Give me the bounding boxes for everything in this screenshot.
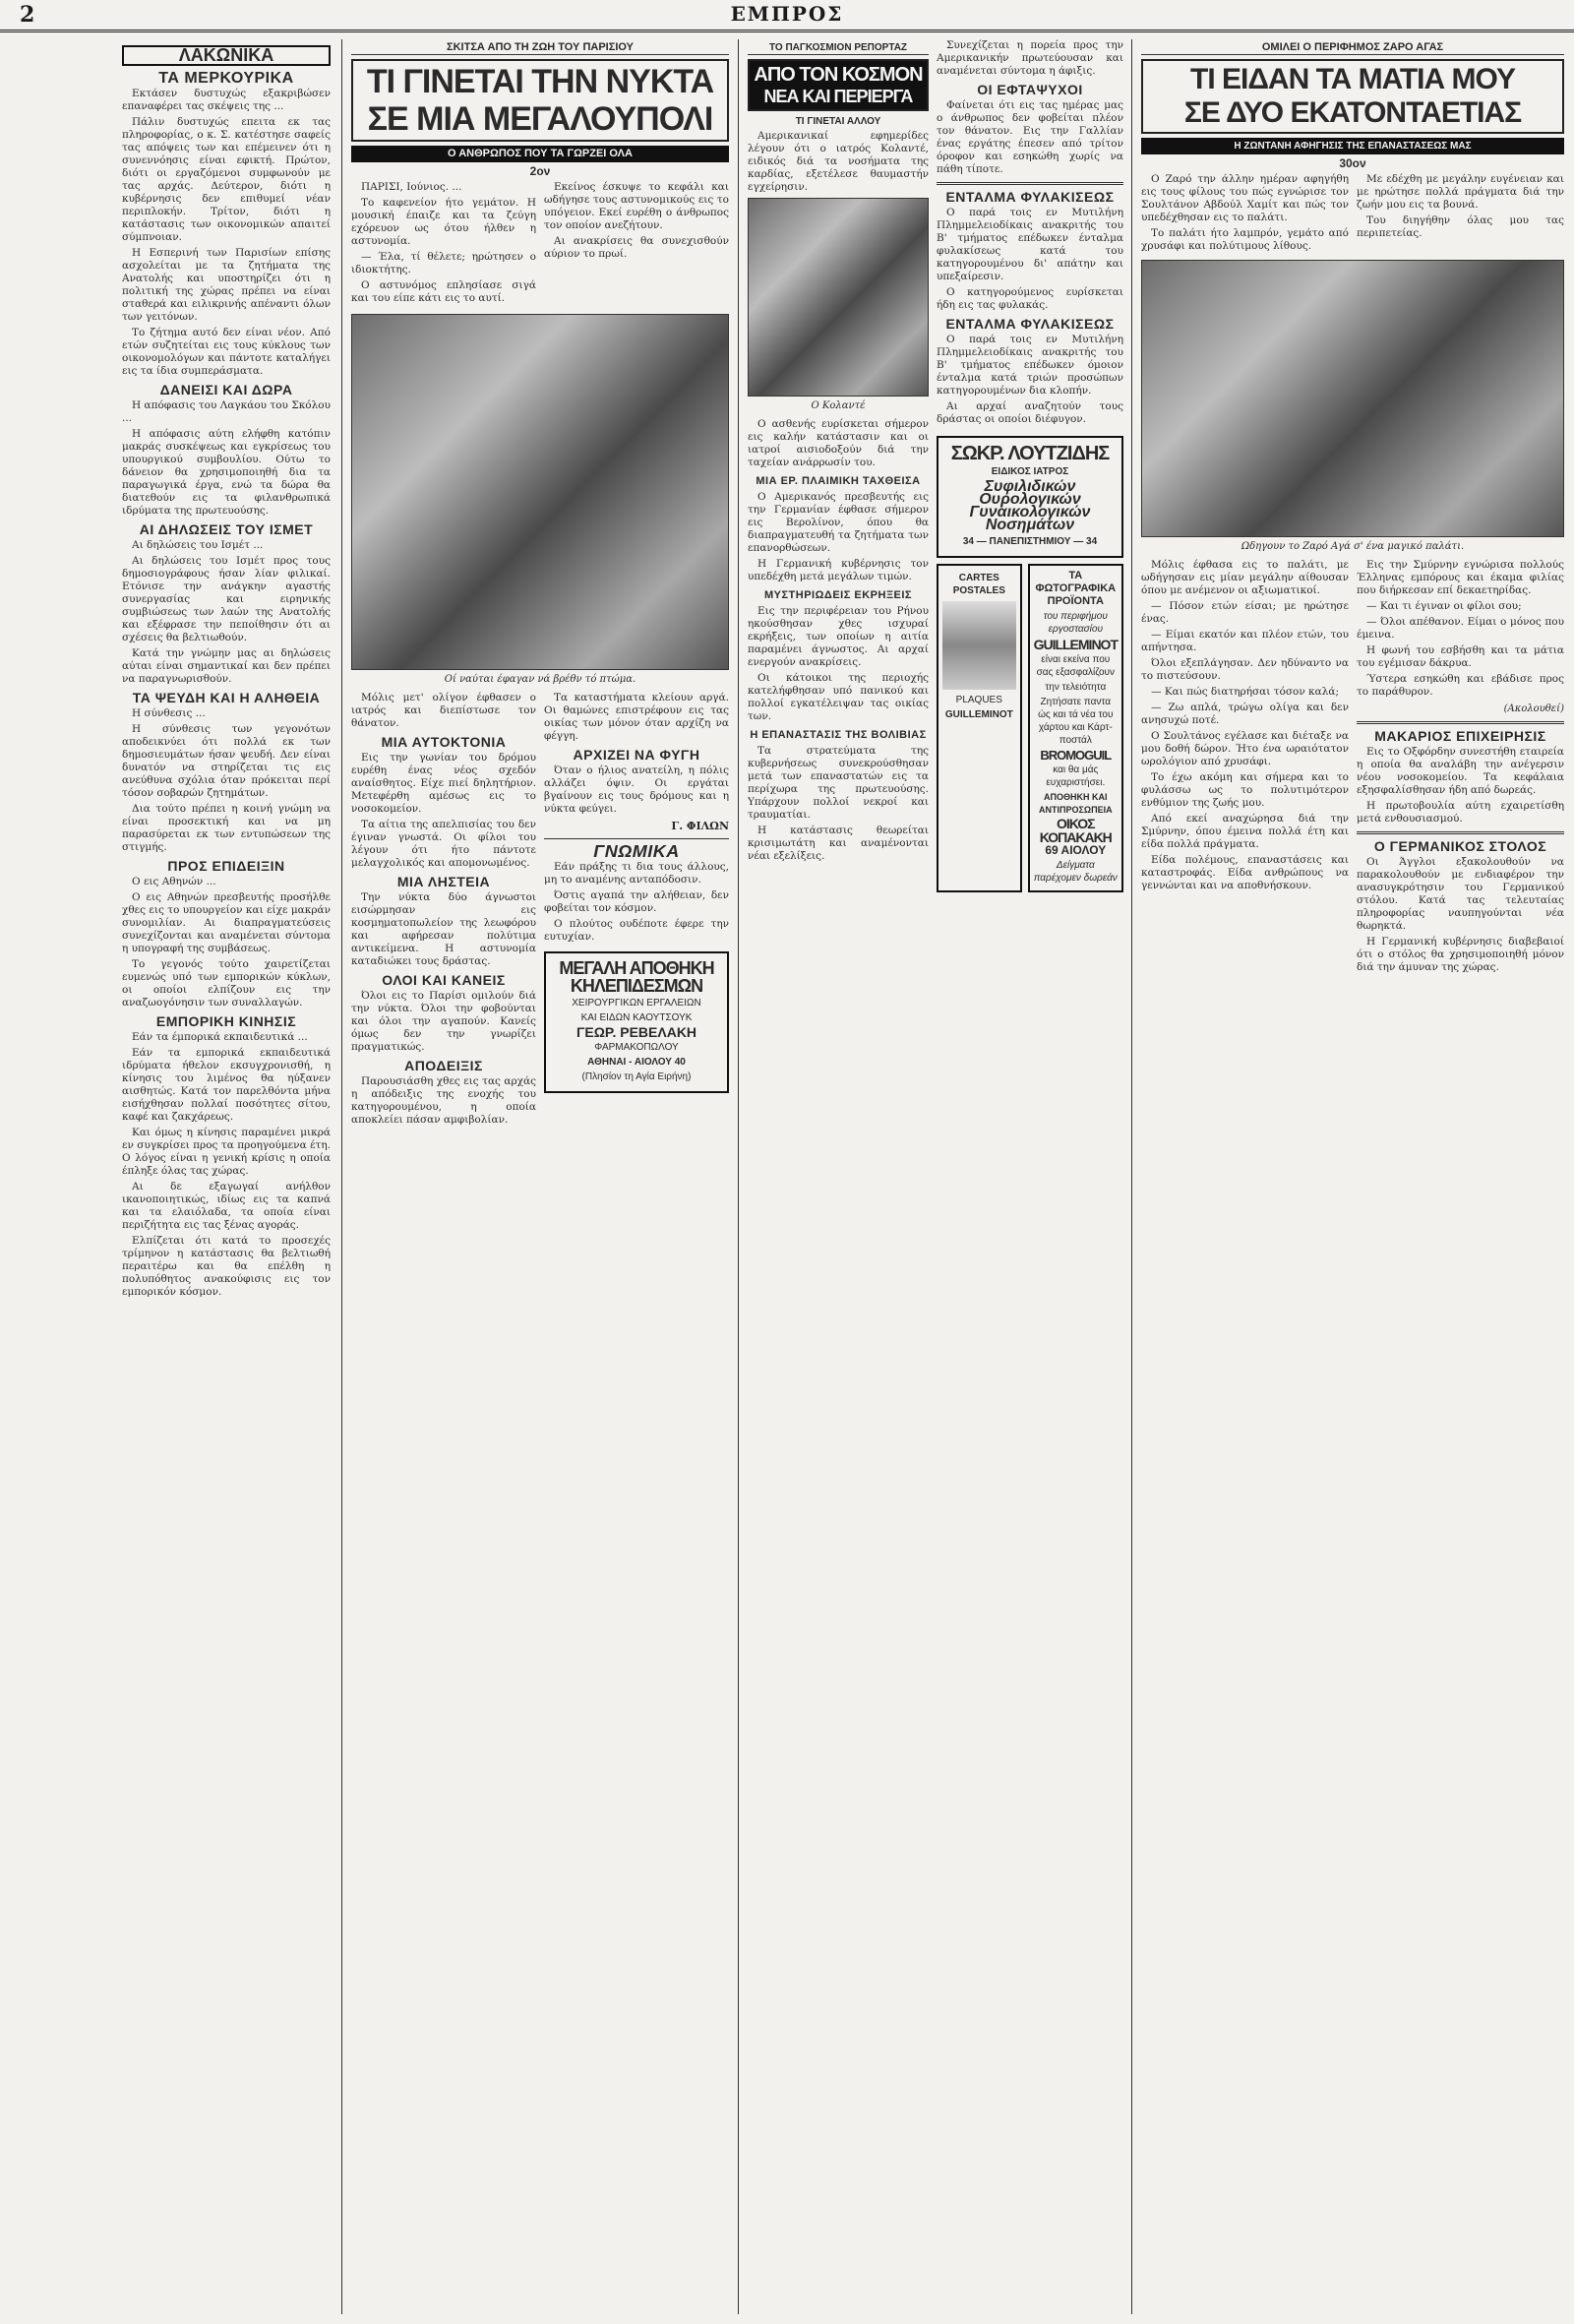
article-headline: ΣΕ ΔΥΟ ΕΚΑΤΟΝΤΑΕΤΙΑΣ <box>1183 96 1522 129</box>
ad-line: την τελειότητα <box>1045 682 1107 693</box>
photo-caption: Ωδηγουν το Ζαρό Αγά σ' ένα μαγικό παλάτι. <box>1241 541 1465 552</box>
page-number: 2 <box>20 2 35 28</box>
to-be-continued: (Ακολουθεί) <box>1503 703 1564 714</box>
palace-photo <box>1141 260 1564 537</box>
photo-caption: Ο Κολαντέ <box>811 400 866 411</box>
article-subhead: ΜΙΑ ΑΥΤΟΚΤΟΝΙΑ <box>381 734 507 750</box>
article-body: Εάν τα έμπορικά εκπαιδευτικά ... <box>132 1031 308 1043</box>
column-rule <box>341 39 342 2314</box>
article-body: Η σύνθεσις ... <box>132 707 206 719</box>
photo-caption: Οί ναύται έφαγαν νά βρέθν τό πτώμα. <box>444 674 636 685</box>
article-subhead: Η ΖΩΝΤΑΝΗ ΑΦΗΓΗΣΙΣ ΤΗΣ ΕΠΑΝΑΣΤΑΣΕΩΣ ΜΑΣ <box>1141 138 1564 154</box>
column-paris: ΣΚΙΤΣΑ ΑΠΟ ΤΗ ΖΩΗ ΤΟΥ ΠΑΡΙΣΙΟΥ ΤΙ ΓΙΝΕΤΑΙ ΤΗΝ ΝΥΚΤΑ ΣΕ ΜΙΑ ΜΕΓΑΛΟΥΠΟΛΙ Ο ΑΝΘΡΩΠΟΣ ΠΟΥ ΤΑ ΓΩΡΖΕΙ ΟΛΑ 2ον ΠΑΡΙΣΙ, Ιούνιος. ... Το καφενείον ήτο γεμάτον. Η μουσική έπαιζε και τα ζεύγη εχόρευον ως ότου ήλθεν η αστυνομία. — Έλα, τί θέλετε; ηρώτησεν ο ιδιοκτήτης. Ο αστυνόμος επλησίασε σιγά και του είπε κάτι εις το αυτί. Εκείνος έσκυψε το κεφάλι και ωδήγησε τους αστυνομικούς εις το υπόγειον. Εκεί ευρέθη ο άνθρωπος τον οποίον ανεζήτουν. Αι ανακρίσεις θα συνεχισθούν αύριον το πρωί. Οί ναύται έφαγαν νά βρέθν τό πτώμα. Μόλις μετ' ολίγον έφθασεν ο ιατρός και διεπίστωσε τον θάνατον. ΜΙΑ ΑΥΤΟΚΤΟΝΙΑ Εις την γωνίαν του δρόμου ευρέθη ένας νέος σχεδόν αναίσθητος. Είχε πιεί δηλητήριον. Μετεφέρθη αμέσως εις το νοσοκομείον. Τα αίτια της απελπισίας του δεν έγιναν γνωστά. Οι φίλοι του λέγουν ότι ήτο πάντοτε μελαγχολικός και απομονωμένος. ΜΙΑ ΛΗΣΤΕΙΑ Την νύκτα δύο άγνωστοι εισώρμησαν εις κοσμηματοπωλείον της λεωφόρου και αφήρεσαν πολύτιμα αντικείμενα. Η αστυνομία καταδιώκει τους δράστας. ΟΛΟΙ ΚΑΙ ΚΑΝΕΙΣ Όλοι εις το Παρίσι ομιλούν διά την νύκτα. Όλοι την φοβούνται και όλοι την αγαπούν. Κανείς όμως δεν την γνωρίζει πραγματικώς. ΑΠΟΔΕΙΞΙΣ Παρουσιάσθη χθες εις τας αρχάς η απόδειξις της ενοχής του κατηγορουμένου, η οποία αποκλείει πάσαν αμφιβολίαν. Τα καταστήματα κλείουν αργά. Οι θαμώνες επιστρέφουν εις τας οικίας των μόνον όταν αρχίζη να φέγγη. ΑΡΧΙΖΕΙ ΝΑ ΦΥΓΗ Όταν ο ήλιος ανατείλη, η πόλις αλλάζει όψιν. Οι εργάται βγαίνουν εις τους δρόμους και η νύκτα φεύγει. Γ. ΦΙΛΩΝ ΓΝΩΜΙΚΑ Εάν πράξης τι δια τους άλλους, μη το αναμένης ανταπόδοσιν. Όστις αγαπά την αλήθειαν, δεν φοβείται τον κόσμον. Ο πλούτος ουδέποτε έφερε την ευτυχίαν. ΜΕΓΑΛΗ ΑΠΟΘΗΚΗ ΚΗΛΕΠΙΔΕΣΜΩΝ ΧΕΙΡΟΥΡΓΙΚΩΝ ΕΡΓΑΛΕΙΩΝ ΚΑΙ ΕΙΔΩΝ ΚΑΟΥΤΣΟΥΚ ΓΕΩΡ. ΡΕΒΕΛΑΚΗ ΦΑΡΜΑΚΟΠΩΛΟΥ ΑΘΗΝΑΙ - ΑΙΟΛΟΥ 40 (Πλησίον τη Αγία Ειρήνη) <box>351 41 729 1126</box>
column-rule <box>1131 39 1132 2314</box>
headline-banner <box>351 59 729 142</box>
ad-trade: ΦΑΡΜΑΚΟΠΩΛΟΥ <box>594 1042 679 1053</box>
article-subhead: ΕΝΤΑΛΜΑ ΦΥΛΑΚΙΣΕΩΣ <box>945 189 1115 205</box>
article-subhead: Η ΕΠΑΝΑΣΤΑΣΙΣ ΤΗΣ ΒΟΛΙΒΙΑΣ <box>750 729 927 741</box>
article-subhead: ΤΙ ΓΙΝΕΤΑΙ ΑΛΛΟΥ <box>795 116 881 127</box>
cartes-postales-ad <box>937 564 1022 892</box>
article-body: Εκτάσεν δυστυχώς εξακριβώσεν επαναφέρει τας σκέψεις της ... <box>122 88 331 112</box>
column-misc: Συνεχίζεται η πορεία προς την Αμερικανικήν πρωτεύουσαν και αναμένεται σύντομα η άφιξις. ΟΙ ΕΦΤΑΨΥΧΟΙ Φαίνεται ότι εις τας ημέρας μας ο άνθρωπος δεν φοβείται πλέον τον θάνατον. Εις την Γαλλίαν ένας εργάτης έπεσεν από τρίτον όροφον και εσηκώθη χωρίς να πάθη τίποτε. ΕΝΤΑΛΜΑ ΦΥΛΑΚΙΣΕΩΣ Ο παρά τοις εν Μυτιλήνη Πλημμελειοδίκαις ανακριτής του Β' τμήματος επέδωκεν ένταλμα φυλακίσεως κατά του κατηγορουμένου δι' απάτην και υπεξαίρεσιν. Ο κατηγορούμενος ευρίσκεται ήδη εις τας φυλακάς. ΕΝΤΑΛΜΑ ΦΥΛΑΚΙΣΕΩΣ Ο παρά τοις εν Μυτιλήνη Πλημμελειοδίκαις ανακριτής του Β' τμήματος επέδωκεν όμοιον ένταλμα κατά τριών προσώπων κατηγορουμένων δια κλοπήν. Αι αρχαί αναζητούν τους δράστας οι οποίοι διέφυγον. ΣΩΚΡ. ΛΟΥΤΖΙΔΗΣ ΕΙΔΙΚΟΣ ΙΑΤΡΟΣ Συφιλιδικών Ουρολογικών Γυναικολογικών Νοσημάτων 34 — ΠΑΝΕΠΙΣΤΗΜΙΟΥ — 34 CARTES POSTALES PLAQUES GUILLEMINOT ΤΑ ΦΩΤΟΓΡΑΦΙΚΑ ΠΡΟΪΟΝΤΑ του περιφήμου εργοστασίου GUILLEMINOT είναι εκείνα που σας εξασφαλίζουν την τελειότητα Ζητήσατε παντα ώς και τά νέα του χάρτου και Κάρτ-ποστάλ BROMOGUIL και θα μάς ευχαριστήσει. ΑΠΟΘΗΚΗ ΚΑΙ ΑΝΤΙΠΡΟΣΩΠΕΙΑ ΟΙΚΟΣ ΚΟΠΑΚΑΚΗ 69 ΑΙΟΛΟΥ Δείγματα παρέχομεν δωρεάν <box>937 39 1123 2314</box>
article-body: Αι δηλώσεις του Ισμέτ ... <box>132 539 264 551</box>
article-kicker: ΣΚΙΤΣΑ ΑΠΟ ΤΗ ΖΩΗ ΤΟΥ ΠΑΡΙΣΙΟΥ <box>351 41 729 55</box>
ad-specialty: Ουρολογικών <box>979 491 1081 508</box>
ad-title: ΜΕΓΑΛΗ ΑΠΟΘΗΚΗ <box>559 958 714 978</box>
article-byline: Ο ΑΝΘΡΩΠΟΣ ΠΟΥ ΤΑ ΓΩΡΖΕΙ ΟΛΑ <box>351 146 729 162</box>
ad-specialty: Συφιλιδικών <box>984 478 1076 495</box>
article-subhead: ΜΥΣΤΗΡΙΩΔΕΙΣ ΕΚΡΗΞΕΙΣ <box>763 589 913 601</box>
ad-line: είναι εκείνα που σας εξασφαλίζουν <box>1036 654 1115 678</box>
doctor-ad <box>937 436 1123 558</box>
portrait-photo <box>748 198 929 397</box>
article-headline: ΤΑ ΨΕΥΔΗ ΚΑΙ Η ΑΛΗΘΕΙΑ <box>132 690 321 705</box>
article-lead: ΠΑΡΙΣΙ, Ιούνιος. ... <box>361 181 462 193</box>
ad-title: ΤΑ ΦΩΤΟΓΡΑΦΙΚΑ ΠΡΟΪΟΝΤΑ <box>1035 570 1117 607</box>
article-headline: ΤΙ ΓΙΝΕΤΑΙ ΤΗΝ ΝΥΚΤΑ <box>366 63 714 100</box>
article-subhead: ΑΠΟΔΕΙΞΙΣ <box>404 1058 483 1073</box>
article-signature: Γ. ΦΙΛΩΝ <box>671 820 729 832</box>
ad-specialty: Νοσημάτων <box>985 517 1075 533</box>
article-body: Ο εις Αθηνών ... <box>132 876 216 887</box>
photo-products-ad <box>1028 564 1123 892</box>
article-headline: ΠΡΟΣ ΕΠΙΔΕΙΞΙΝ <box>167 858 285 874</box>
ad-side: PLAQUES <box>955 695 1002 705</box>
ad-store: ΟΙΚΟΣ ΚΟΠΑΚΑΚΗ <box>1039 816 1112 845</box>
headline-banner <box>748 59 929 111</box>
article-kicker: ΟΜΙΛΕΙ Ο ΠΕΡΙΦΗΜΟΣ ΖΑΡΟ ΑΓΑΣ <box>1141 41 1564 55</box>
ad-line: Ζητήσατε παντα ώς και τά νέα του χάρτου και Κάρτ-ποστάλ <box>1038 697 1114 746</box>
masthead <box>0 0 1574 32</box>
ad-line: και θα μάς ευχαριστήσει. <box>1046 764 1106 788</box>
article-subhead: Ο ΓΕΡΜΑΝΙΚΟΣ ΣΤΟΛΟΣ <box>1373 838 1547 854</box>
ad-note: (Πλησίον τη Αγία Ειρήνη) <box>581 1071 692 1082</box>
article-headline: ΔΑΝΕΙΣΙ ΚΑΙ ΔΩΡΑ <box>159 382 293 398</box>
ad-name: ΣΩΚΡ. ΛΟΥΤΖΙΔΗΣ <box>950 443 1110 464</box>
article-subhead: ΑΡΧΙΖΕΙ ΝΑ ΦΥΓΗ <box>573 747 700 763</box>
article-headline: ΕΜΠΟΡΙΚΗ ΚΙΝΗΣΙΣ <box>155 1013 297 1029</box>
pharmacy-ad <box>544 951 729 1093</box>
ad-title: CARTES POSTALES <box>952 573 1005 596</box>
article-part: 2ον <box>529 164 551 178</box>
article-headline: ΑΠΟ ΤΟΝ ΚΟΣΜΟΝ <box>754 64 923 86</box>
ad-address: 34 — ΠΑΝΕΠΙΣΤΗΜΙΟΥ — 34 <box>962 536 1098 547</box>
ad-note: Δείγματα παρέχομεν δωρεάν <box>1033 860 1118 884</box>
article-kicker: ΤΟ ΠΑΓΚΟΣΜΙΟΝ ΡΕΠΟΡΤΑΖ <box>748 41 929 55</box>
column-zaro-aga: ΟΜΙΛΕΙ Ο ΠΕΡΙΦΗΜΟΣ ΖΑΡΟ ΑΓΑΣ ΤΙ ΕΙΔΑΝ ΤΑ ΜΑΤΙΑ ΜΟΥ ΣΕ ΔΥΟ ΕΚΑΤΟΝΤΑΕΤΙΑΣ Η ΖΩΝΤΑΝΗ ΑΦΗΓΗΣΙΣ ΤΗΣ ΕΠΑΝΑΣΤΑΣΕΩΣ ΜΑΣ 30ον Ο Ζαρό την άλλην ημέραν αφηγήθη εις τους φίλους του πώς εγνώρισε τον Σουλτάνον Αβδούλ Χαμίτ και πώς τον υπεδέχθησαν εις το παλάτι. Το παλάτι ήτο λαμπρόν, γεμάτο από χρυσάφι και πολύτιμους λίθους. Με εδέχθη με μεγάλην ευγένειαν και με ηρώτησε πολλά πράγματα διά την ζωήν μου εις τα βουνά. Του διηγήθην όλας μου τας περιπετείας. Ωδηγουν το Ζαρό Αγά σ' ένα μαγικό παλάτι. Μόλις έφθασα εις το παλάτι, με ωδήγησαν εις μίαν μεγάλην αίθουσαν όπου με ανέμενον οι αξιωματικοί. — Πόσον ετών είσαι; με ηρώτησε ένας. — Είμαι εκατόν και πλέον ετών, του απήντησα. Όλοι εξεπλάγησαν. Δεν ηδύναντο να το πιστεύσουν. — Και πώς διατηρήσαι τόσον καλά; — Ζω απλά, τρώγω ολίγα και δεν ανησυχώ ποτέ. Ο Σουλτάνος εγέλασε και διέταξε να μου δοθή δώρον. Ήτο ένα ωραιότατον ωρολόγιον από χρυσάφι. Το έχω ακόμη και σήμερα και το φυλάσσω ως το πολυτιμότερον ενθύμιον της ζωής μου. Από εκεί αναχώρησα διά την Σμύρνην, όπου έμεινα πολλά έτη και είδα πολλά πράγματα. Είδα πολέμους, επαναστάσεις και καταστροφάς. Είδα ανθρώπους να γεννώνται και να αποθνήσκουν. Εις την Σμύρνην εγνώρισα πολλούς Έλληνας εμπόρους και έκαμα φιλίας που διήρκεσαν επί δεκαετηρίδας. — Και τι έγιναν οι φίλοι σου; — Όλοι απέθανον. Είμαι ο μόνος που έμεινα. Η φωνή του εσβήσθη και τα μάτια του εγέμισαν δάκρυα. Ύστερα εσηκώθη και εβάδισε προς το παράθυρον. (Ακολουθεί) ΜΑΚΑΡΙΟΣ ΕΠΙΧΕΙΡΗΣΙΣ Εις το Οξφόρδην συνεστήθη εταιρεία η οποία θα αναλάβη την ανέγερσιν νέου νοσοκομείου. Τα κεφάλαια εξησφαλίσθησαν ήδη από δωρεάς. Η πρωτοβουλία αύτη εχαιρετίσθη μετά ενθουσιασμού. Ο ΓΕΡΜΑΝΙΚΟΣ ΣΤΟΛΟΣ Οι Άγγλοι εξακολουθούν να παρακολουθούν με ενδιαφέρον την ανασυγκρότησιν του Γερμανικού στόλου. Κατά τας τελευταίας πληροφορίας ναυπηγούνται νέα θωρηκτά. Η Γερμανική κυβέρνησις διαβεβαιοί ότι ο στόλος θα χρησιμοποιηθή μόνον διά την άμυναν της χώρας. <box>1141 41 1564 973</box>
ad-line: ΧΕΙΡΟΥΡΓΙΚΩΝ ΕΡΓΑΛΕΙΩΝ <box>572 998 701 1009</box>
article-part: 30ον <box>1339 156 1366 170</box>
ad-brand: GUILLEMINOT <box>1033 637 1118 652</box>
ad-title: ΚΗΛΕΠΙΔΕΣΜΩΝ <box>570 976 703 996</box>
article-headline: ΑΙ ΔΗΛΩΣΕΙΣ ΤΟΥ ΙΣΜΕΤ <box>139 521 314 537</box>
ad-brand: GUILLEMINOT <box>944 709 1013 720</box>
column-world-news: ΤΟ ΠΑΓΚΟΣΜΙΟΝ ΡΕΠΟΡΤΑΖ ΑΠΟ ΤΟΝ ΚΟΣΜΟΝ ΝΕΑ ΚΑΙ ΠΕΡΙΕΡΓΑ ΤΙ ΓΙΝΕΤΑΙ ΑΛΛΟΥ Αμερικανικαί εφημερίδες λέγουν ότι ο ιατρός Κολαντέ, ειδικός διά τα νοσήματα της καρδίας, εξετέλεσε θαυμαστήν εγχείρησιν. Ο Κολαντέ Ο ασθενής ευρίσκεται σήμερον εις καλήν κατάστασιν και οι ιατροί αισιοδοξούν διά την ταχείαν ανάρρωσίν του. ΜΙΑ ΕΡ. ΠΛΑΙΜΙΚΗ ΤΑΧΘΕΙΣΑ Ο Αμερικανός πρεσβευτής εις την Γερμανίαν έφθασε σήμερον εις Βερολίνον, όπου θα διαπραγματευθή τα ζητήματα των επανορθώσεων. Η Γερμανική κυβέρνησις τον υπεδέχθη μετά μεγάλων τιμών. ΜΥΣΤΗΡΙΩΔΕΙΣ ΕΚΡΗΞΕΙΣ Εις την περιφέρειαν του Ρήνου ηκούσθησαν χθες ισχυραί εκρήξεις, των οποίων η αιτία παραμένει άγνωστος. Αι αρχαί ενεργούν ανακρίσεις. Οι κάτοικοι της περιοχής κατελήφθησαν υπό πανικού και πολλοί εγκατέλειψαν τας οικίας των. Η ΕΠΑΝΑΣΤΑΣΙΣ ΤΗΣ ΒΟΛΙΒΙΑΣ Τα στρατεύματα της κυβερνήσεως συνεκρούσθησαν μετά των επαναστατών εις τα περίχωρα της πρωτευούσης. Υπάρχουν πολλοί νεκροί και τραυματίαι. Η κατάστασις θεωρείται κρισιμωτάτη και αναμένονται νέαι εξελίξεις. <box>748 42 929 862</box>
ad-address: ΑΘΗΝΑΙ - ΑΙΟΛΟΥ 40 <box>587 1057 686 1068</box>
section-tag: ΛΑΚΩΝΙΚΑ <box>122 45 331 66</box>
ad-product: BROMOGUIL <box>1040 748 1112 763</box>
article-subhead: ΜΑΚΑΡΙΟΣ ΕΠΙΧΕΙΡΗΣΙΣ <box>1374 728 1546 744</box>
ad-store: ΑΠΟΘΗΚΗ ΚΑΙ ΑΝΤΙΠΡΟΣΩΠΕΙΑ <box>1038 792 1113 815</box>
article-subhead: ΜΙΑ ΕΡ. ΠΛΑΙΜΙΚΗ ΤΑΧΘΕΙΣΑ <box>756 475 921 487</box>
herald-illustration <box>942 601 1016 690</box>
ad-address: 69 ΑΙΟΛΟΥ <box>1045 843 1107 857</box>
article-headline: ΣΕ ΜΙΑ ΜΕΓΑΛΟΥΠΟΛΙ <box>367 100 713 138</box>
newspaper-title: ΕΜΠΡΟΣ <box>730 2 844 26</box>
ad-subtitle: του περιφήμου εργοστασίου <box>1043 611 1108 635</box>
column-lakonika: ΛΑΚΩΝΙΚΑ ΤΑ ΜΕΡΚΟΥΡΙΚΑ Εκτάσεν δυστυχώς εξακριβώσεν επαναφέρει τας σκέψεις της ... Πάλιν δυστυχώς επειτα εκ τας πληροφορίας, ο κ. Σ. κατέστησε σαφείς τας απόψεις των και επέμεινεν ότι η συνεννόησις είναι εφικτή. Πρώτον, διότι οι εργαζόμενοι συμφωνούν με τας αρχάς. Δεύτερον, διότι η κυβέρνησις δεν επιθυμεί νέαν περιπλοκήν. Τρίτον, διότι η κατάστασις των οικονομικών απαιτεί σύμπνοιαν. Η Εσπερινή των Παρισίων επίσης ασχολείται με τα ζητήματα της Ανατολής και υποστηρίζει ότι η πολιτική της χώρας πρέπει να είναι σταθερά και ειλικρινής απέναντι όλων των γειτόνων. Το ζήτημα αυτό δεν είναι νέον. Από ετών συζητείται εις τους κύκλους των οικονομολόγων και πάντοτε καταλήγει εις τα ίδια συμπεράσματα. ΔΑΝΕΙΣΙ ΚΑΙ ΔΩΡΑ Η απόφασις του Λαγκάου του Σκόλου ... Η απόφασις αύτη ελήφθη κατόπιν μακράς συσκέψεως και εγκρίσεως του υπουργικού συμβουλίου. Ούτω το δάνειον θα χρησιμοποιηθή δια τα παραγωγικά έργα, ενώ τα δώρα θα διατεθούν εις τα φιλανθρωπικά ιδρύματα της πρωτευούσης. ΑΙ ΔΗΛΩΣΕΙΣ ΤΟΥ ΙΣΜΕΤ Αι δηλώσεις του Ισμέτ ... Αι δηλώσεις του Ισμέτ προς τους δημοσιογράφους ήσαν λίαν φιλικαί. Ετόνισε την ανάγκην αγαστής συνεργασίας και ειρηνικής συμβιώσεως των λαών της Ανατολής και εξέφρασε την πεποίθησιν ότι αι σχέσεις θα βελτιωθούν. Κατά την γνώμην μας αι δηλώσεις αύται είναι σημαντικαί και δεν πρέπει να παραγνωρισθούν. ΤΑ ΨΕΥΔΗ ΚΑΙ Η ΑΛΗΘΕΙΑ Η σύνθεσις ... Η σύνθεσις των γεγονότων αποδεικνύει ότι πολλά εκ των δημοσιευμάτων ήσαν ψευδή. Δεν είναι δυνατόν να στηρίζεται τις εις ανεύθυνα σχόλια όταν πρόκειται περί τόσον σοβαρών ζητημάτων. Δια τούτο πρέπει η κοινή γνώμη να είναι προσεκτική και να μη παρασύρεται εκ των εντυπώσεων της στιγμής. ΠΡΟΣ ΕΠΙΔΕΙΞΙΝ Ο εις Αθηνών ... Ο εις Αθηνών πρεσβευτής προσήλθε χθες εις το υπουργείον και είχε μακράν συνομιλίαν. Αι διαπραγματεύσεις συνεχίζονται και αναμένεται σύντομα η υπογραφή της συμβάσεως. Το γεγονός τούτο χαιρετίζεται ευμενώς υπό των εμπορικών κύκλων, οι οποίοι ελπίζουν εις την αναζωογόνησιν των συναλλαγών. ΕΜΠΟΡΙΚΗ ΚΙΝΗΣΙΣ Εάν τα έμπορικά εκπαιδευτικά ... Εάν τα εμπορικά εκπαιδευτικά ιδρύματα ήθελον εκσυγχρονισθή, η κίνησις του λιμένος θα ηύξανεν αισθητώς. Κατά τον παρελθόντα μήνα εισήχθησαν πολλαί ποσότητες σίτου, καφέ και ζακχάρεως. Και όμως η κίνησις παραμένει μικρά εν συγκρίσει προς τα προηγούμενα έτη. Ο λόγος είναι η γενική κρίσις η οποία έπληξε όλας τας χώρας. Αι δε εξαγωγαί ανήλθον ικανοποιητικώς, ιδίως εις τα καπνά και τα ελαιόλαδα, τα οποία είναι περιζήτητα εις τας ξένας αγοράς. Ελπίζεται ότι κατά το προσεχές τρίμηνον η κατάστασις θα βελτιωθή περαιτέρω και θα επέλθη η πολυπόθητος ανακούφισις εις τον εμπορικόν κόσμον. <box>122 45 331 1298</box>
article-subhead: ΟΛΟΙ ΚΑΙ ΚΑΝΕΙΣ <box>382 972 506 988</box>
headline-banner <box>1141 59 1564 134</box>
article-body: Η απόφασις του Λαγκάου του Σκόλου ... <box>122 399 331 424</box>
column-rule <box>738 39 739 2314</box>
article-headline: ΤΑ ΜΕΡΚΟΥΡΙΚΑ <box>158 70 294 87</box>
gnomika-title: ΓΝΩΜΙΚΑ <box>593 841 680 861</box>
article-headline: ΤΙ ΕΙΔΑΝ ΤΑ ΜΑΤΙΑ ΜΟΥ <box>1190 63 1515 95</box>
article-subhead: ΟΙ ΕΦΤΑΨΥΧΟΙ <box>977 82 1083 97</box>
article-photo <box>351 314 729 670</box>
ad-name: ΓΕΩΡ. ΡΕΒΕΛΑΚΗ <box>575 1024 697 1040</box>
ad-specialty: Γυναικολογικών <box>969 504 1091 520</box>
ad-role: ΕΙΔΙΚΟΣ ΙΑΤΡΟΣ <box>991 466 1069 477</box>
article-subhead: ΜΙΑ ΛΗΣΤΕΙΑ <box>396 874 491 889</box>
ad-line: ΚΑΙ ΕΙΔΩΝ ΚΑΟΥΤΣΟΥΚ <box>580 1012 693 1023</box>
article-headline: ΝΕΑ ΚΑΙ ΠΕΡΙΕΡΓΑ <box>763 87 913 106</box>
article-subhead: ΕΝΤΑΛΜΑ ΦΥΛΑΚΙΣΕΩΣ <box>945 316 1115 332</box>
